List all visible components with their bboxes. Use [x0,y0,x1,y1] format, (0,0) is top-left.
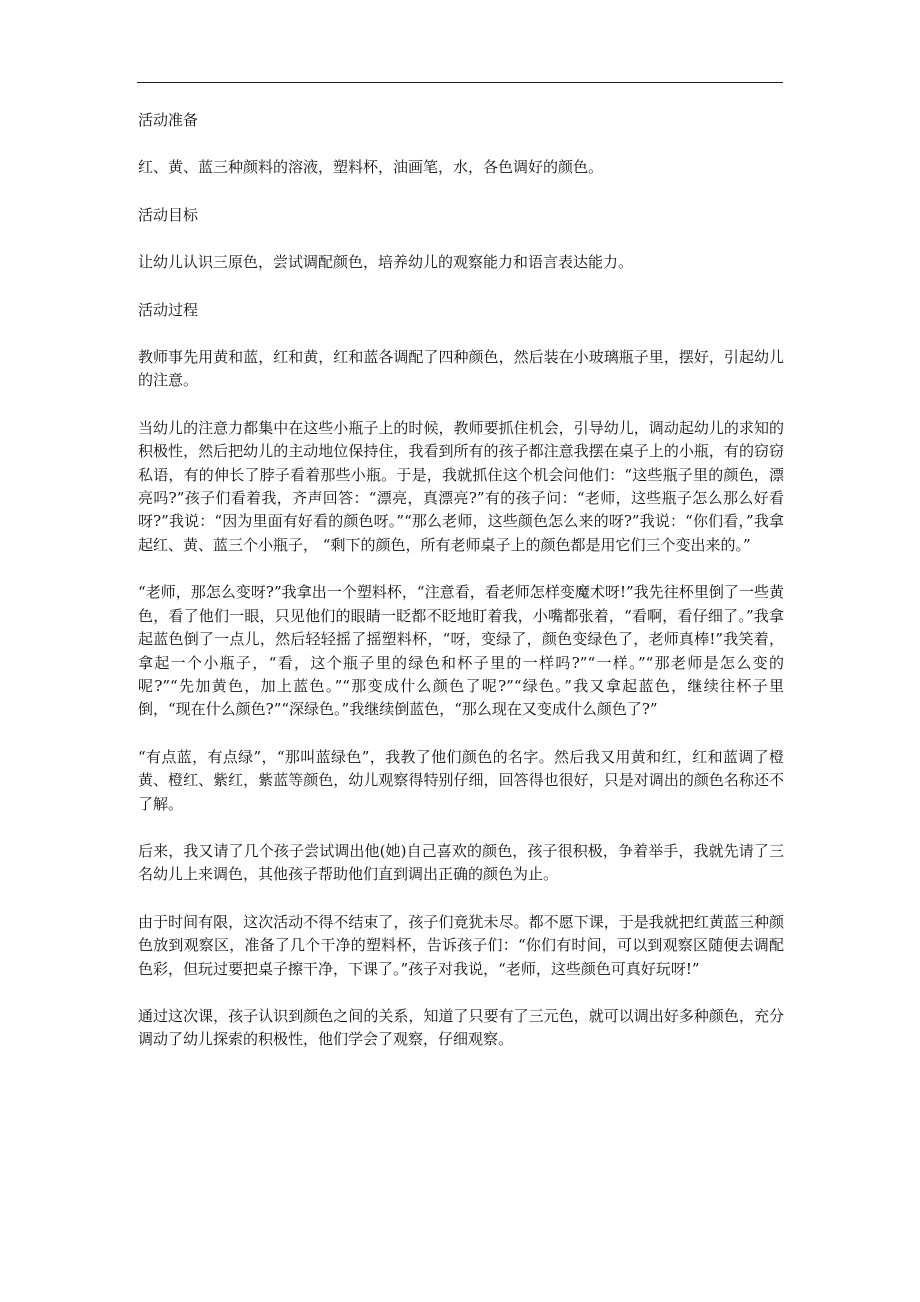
process-paragraph: 教师事先用黄和蓝，红和黄，红和蓝各调配了四种颜色，然后装在小玻璃瓶子里，摆好，引起幼儿的注意。 [138,348,784,390]
header-rule [137,82,783,83]
document-body [138,109,784,1076]
process-paragraph: 当幼儿的注意力都集中在这些小瓶子上的时候，教师要抓住机会，引导幼儿，调动起幼儿的求知的积极性，然后把幼儿的主动地位保持住，我看到所有的孩子都注意我摆在桌子上的小瓶，有的窃窃私语，有的伸长了脖子看着那些小瓶。于是，我就抓住这个机会问他们：“这些瓶子里的颜色，漂亮吗?”孩子们看着我，齐声回答：“漂亮，真漂亮?”有的孩子问：“老师，这些瓶子怎么那么好看呀?”我说：“因为里面有好看的颜色呀。”“那么老师，这些颜色怎么来的呀?”我说：“你们看，”我拿起红、黄、蓝三个小瓶子， “剩下的颜色，所有老师桌子上的颜色都是用它们三个变出来的。” [138,418,784,554]
preparation-text: 红、黄、蓝三种颜料的溶液，塑料杯，油画笔，水，各色调好的颜色。 [138,158,604,177]
process-paragraph: “有点蓝，有点绿”，“那叫蓝绿色”，我教了他们颜色的名字。然后我又用黄和红，红和蓝调了橙黄、橙红、紫红，紫蓝等颜色，幼儿观察得特别仔细，回答得也很好，只是对调出的颜色名称还不了解。 [138,747,784,813]
process-paragraph: 后来，我又请了几个孩子尝试调出他(她)自己喜欢的颜色，孩子很积极，争着举手，我就先请了三名幼儿上来调色，其他孩子帮助他们直到调出正确的颜色为止。 [138,841,784,884]
heading-process: 活动过程 [138,300,199,319]
heading-goals: 活动目标 [138,205,199,224]
process-paragraph: “老师，那怎么变呀?”我拿出一个塑料杯，“注意看，看老师怎样变魔术呀!”我先往杯里倒了一些黄色，看了他们一眼，只见他们的眼睛一眨都不眨地盯着我，小嘴都张着，“看啊，看仔细了。”我拿起蓝色倒了一点儿，然后轻轻摇了摇塑料杯，“呀，变绿了，颜色变绿色了，老师真棒!”我笑着，拿起一个小瓶子，“看，这个瓶子里的绿色和杯子里的一样吗?”“一样。”“那老师是怎么变的呢?”“先加黄色，加上蓝色。”“那变成什么颜色了呢?”“绿色。”我又拿起蓝色，继续往杯子里倒，“现在什么颜色?”“深绿色。”我继续倒蓝色，“那么现在又变成什么颜色了?” [138,583,784,719]
goals-text: 让幼儿认识三原色，尝试调配颜色，培养幼儿的观察能力和语言表达能力。 [138,253,634,272]
heading-preparation: 活动准备 [138,111,199,129]
process-paragraph: 通过这次课，孩子认识到颜色之间的关系，知道了只要有了三元色，就可以调出好多种颜色，充分调动了幼儿探索的积极性，他们学会了观察，仔细观察。 [138,1006,784,1049]
process-paragraph: 由于时间有限，这次活动不得不结束了，孩子们竟犹未尽。都不愿下课，于是我就把红黄蓝三种颜色放到观察区，准备了几个干净的塑料杯，告诉孩子们：“你们有时间，可以到观察区随便去调配色彩，但玩过要把桌子擦干净，下课了。”孩子对我说，“老师，这些颜色可真好玩呀!” [138,912,784,978]
